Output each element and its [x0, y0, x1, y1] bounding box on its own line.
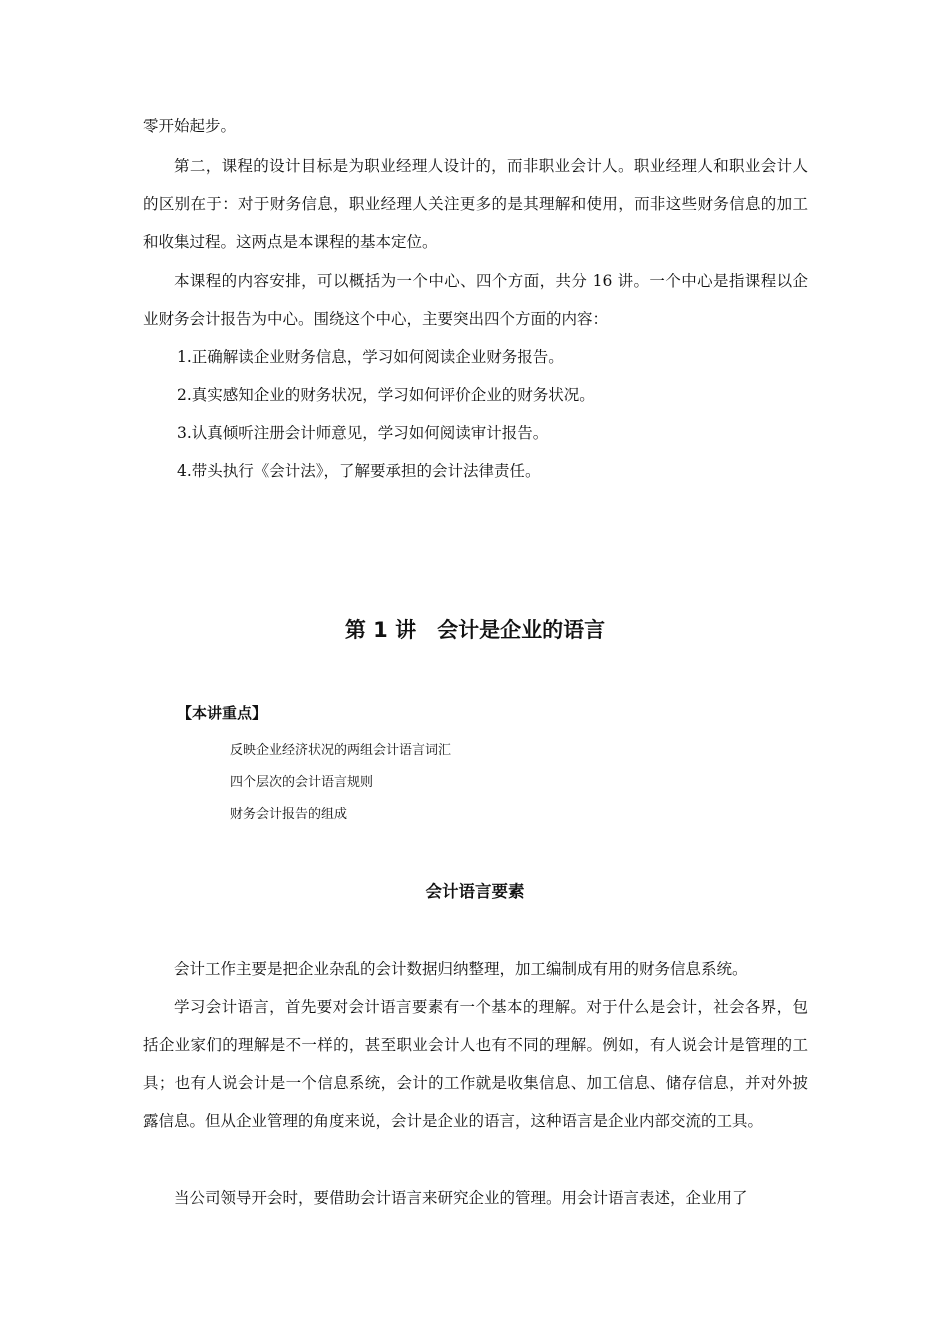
- list-item: 3.认真倾听注册会计师意见，学习如何阅读审计报告。: [177, 424, 549, 442]
- paragraph-company-meeting: 当公司领导开会时，要借助会计语言来研究企业的管理。用会计语言表述，企业用了: [174, 1189, 748, 1207]
- list-item: 1.正确解读企业财务信息，学习如何阅读企业财务报告。: [177, 348, 564, 366]
- focus-item: 财务会计报告的组成: [230, 807, 348, 822]
- list-item: 4.带头执行《会计法》，了解要承担的会计法律责任。: [177, 462, 541, 480]
- paragraph-course-design: 第二，课程的设计目标是为职业经理人设计的，而非职业会计人。职业经理人和职业会计人的区别在于：对于财务信息，职业经理人关注更多的是其理解和使用，而非这些财务信息的加工和收集过程。这两点是本课程的基本定位。: [143, 157, 808, 251]
- continuation-text: 零开始起步。: [143, 117, 237, 135]
- paragraph-accounting-work: 会计工作主要是把企业杂乱的会计数据归纳整理，加工编制成有用的财务信息系统。: [174, 960, 748, 978]
- paragraph-course-content: 本课程的内容安排，可以概括为一个中心、四个方面，共分 16 讲。一个中心是指课程以企业财务会计报告为中心。围绕这个中心，主要突出四个方面的内容：: [143, 272, 808, 328]
- focus-label: 【本讲重点】: [177, 704, 268, 722]
- lecture-title: 第 1 讲 会计是企业的语言: [344, 618, 606, 642]
- focus-item: 四个层次的会计语言规则: [230, 775, 374, 790]
- section-title: 会计语言要素: [425, 882, 525, 901]
- paragraph-accounting-language: 学习会计语言，首先要对会计语言要素有一个基本的理解。对于什么是会计，社会各界，包括企业家们的理解是不一样的，甚至职业会计人也有不同的理解。例如，有人说会计是管理的工具；也有人说会计是一个信息系统，会计的工作就是收集信息、加工信息、储存信息，并对外披露信息。但从企业管理的角度来说，会计是企业的语言，这种语言是企业内部交流的工具。: [143, 998, 808, 1130]
- list-item: 2.真实感知企业的财务状况，学习如何评价企业的财务状况。: [177, 386, 595, 404]
- focus-item: 反映企业经济状况的两组会计语言词汇: [230, 743, 452, 758]
